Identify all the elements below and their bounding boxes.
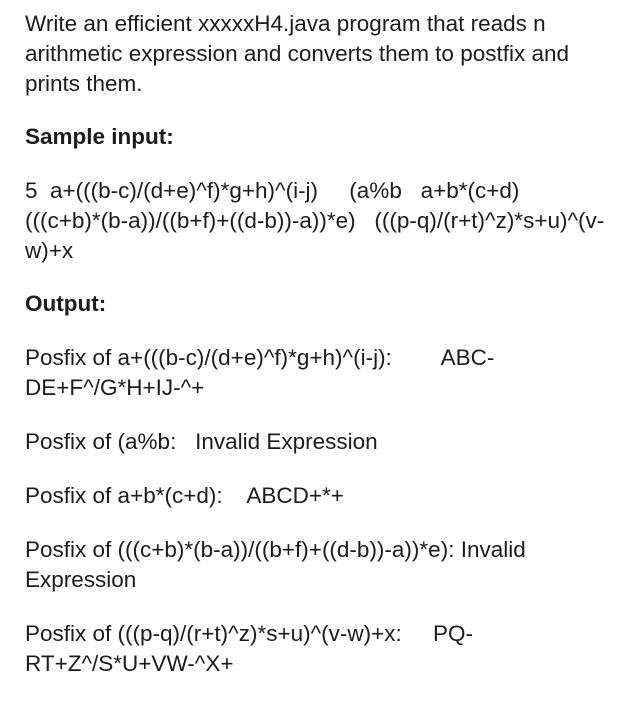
output-line-4 xyxy=(25,535,605,595)
output-label: Posfix of (a%b: xyxy=(25,429,177,454)
output-result: Invalid Expression xyxy=(195,429,378,454)
output-line-2 xyxy=(25,427,605,457)
sample-input-text: 5 a+(((b-c)/(d+e)^f)*g+h)^(i-j) (a%b a+b*(c+d) (((c+b)*(b-a))/((b+f)+((d-b))-a))*e) (((p-q)/(r+t)^z)*s+u)^(v-w)+x xyxy=(25,178,605,263)
output-gap xyxy=(392,345,441,370)
output-label: Posfix of a+(((b-c)/(d+e)^f)*g+h)^(i-j): xyxy=(25,345,392,370)
output-line-1 xyxy=(25,343,605,403)
output-gap xyxy=(223,483,247,508)
output-result: ABCD+*+ xyxy=(246,483,344,508)
problem-statement xyxy=(25,9,605,703)
intro-text: Write an efficient xxxxxH4.java program that reads n arithmetic expression and converts them to postfix and prints them. xyxy=(25,11,576,96)
output-label: Posfix of (((c+b)*(b-a))/((b+f)+((d-b))-a))*e): xyxy=(25,537,455,562)
output-gap xyxy=(176,429,195,454)
output-label: Posfix of (((p-q)/(r+t)^z)*s+u)^(v-w)+x: xyxy=(25,621,402,646)
output-heading: Output: xyxy=(25,291,107,316)
output-result: ABC-DE+F^/G*H+IJ-^+ xyxy=(25,345,495,400)
output-line-5 xyxy=(25,619,605,679)
sample-input-heading: Sample input: xyxy=(25,124,174,149)
output-result: Invalid Expression xyxy=(25,537,533,592)
output-result: PQ-RT+Z^/S*U+VW-^X+ xyxy=(25,621,474,676)
output-line-3 xyxy=(25,481,605,511)
output-gap xyxy=(402,621,433,646)
output-label: Posfix of a+b*(c+d): xyxy=(25,483,223,508)
